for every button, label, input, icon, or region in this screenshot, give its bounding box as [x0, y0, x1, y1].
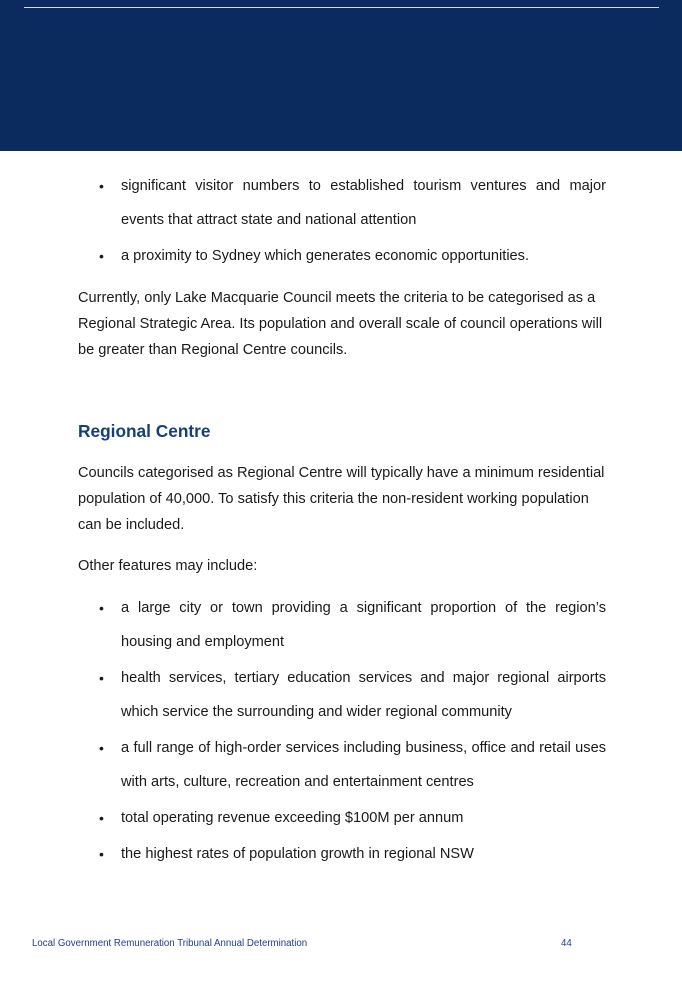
list-item: • significant visitor numbers to established tourism ventures and major events that attract state and national attention	[121, 169, 606, 237]
bullet-icon: •	[99, 178, 104, 194]
paragraph-regional-strategic: Currently, only Lake Macquarie Council meets the criteria to be categorised as a Regional Strategic Area. Its population and overall scale of council operations will be greater than Regional Centre councils.	[78, 290, 603, 358]
feature-bullet-list	[99, 591, 606, 871]
list-item: • the highest rates of population growth in regional NSW	[121, 837, 606, 871]
list-item: • a large city or town providing a significant proportion of the region’s housing and employment	[121, 591, 606, 659]
bullet-icon: •	[99, 846, 104, 862]
list-item: • total operating revenue exceeding $100M per annum	[121, 801, 606, 835]
bullet-icon: •	[99, 600, 104, 616]
page-number: 44	[561, 938, 572, 949]
bullet-icon: •	[99, 248, 104, 264]
list-item: • health services, tertiary education services and major regional airports which service the surrounding and wider regional community	[121, 661, 606, 729]
top-bullet-list	[99, 169, 606, 273]
footer-title: Local Government Remuneration Tribunal Annual Determination	[32, 938, 308, 949]
bullet-icon: •	[99, 670, 104, 686]
section-heading: Regional Centre	[78, 421, 211, 441]
header-band	[0, 0, 682, 151]
page-content	[78, 169, 606, 873]
paragraph-regional-centre: Councils categorised as Regional Centre will typically have a minimum residential population of 40,000. To satisfy this criteria the non-resident working population can be included.	[78, 465, 605, 533]
paragraph-other-features: Other features may include:	[78, 558, 258, 574]
header-rule	[24, 7, 659, 8]
list-item: • a full range of high-order services including business, office and retail uses with arts, culture, recreation and entertainment centres	[121, 731, 606, 799]
list-item: • a proximity to Sydney which generates economic opportunities.	[121, 239, 606, 273]
bullet-icon: •	[99, 810, 104, 826]
bullet-icon: •	[99, 740, 104, 756]
